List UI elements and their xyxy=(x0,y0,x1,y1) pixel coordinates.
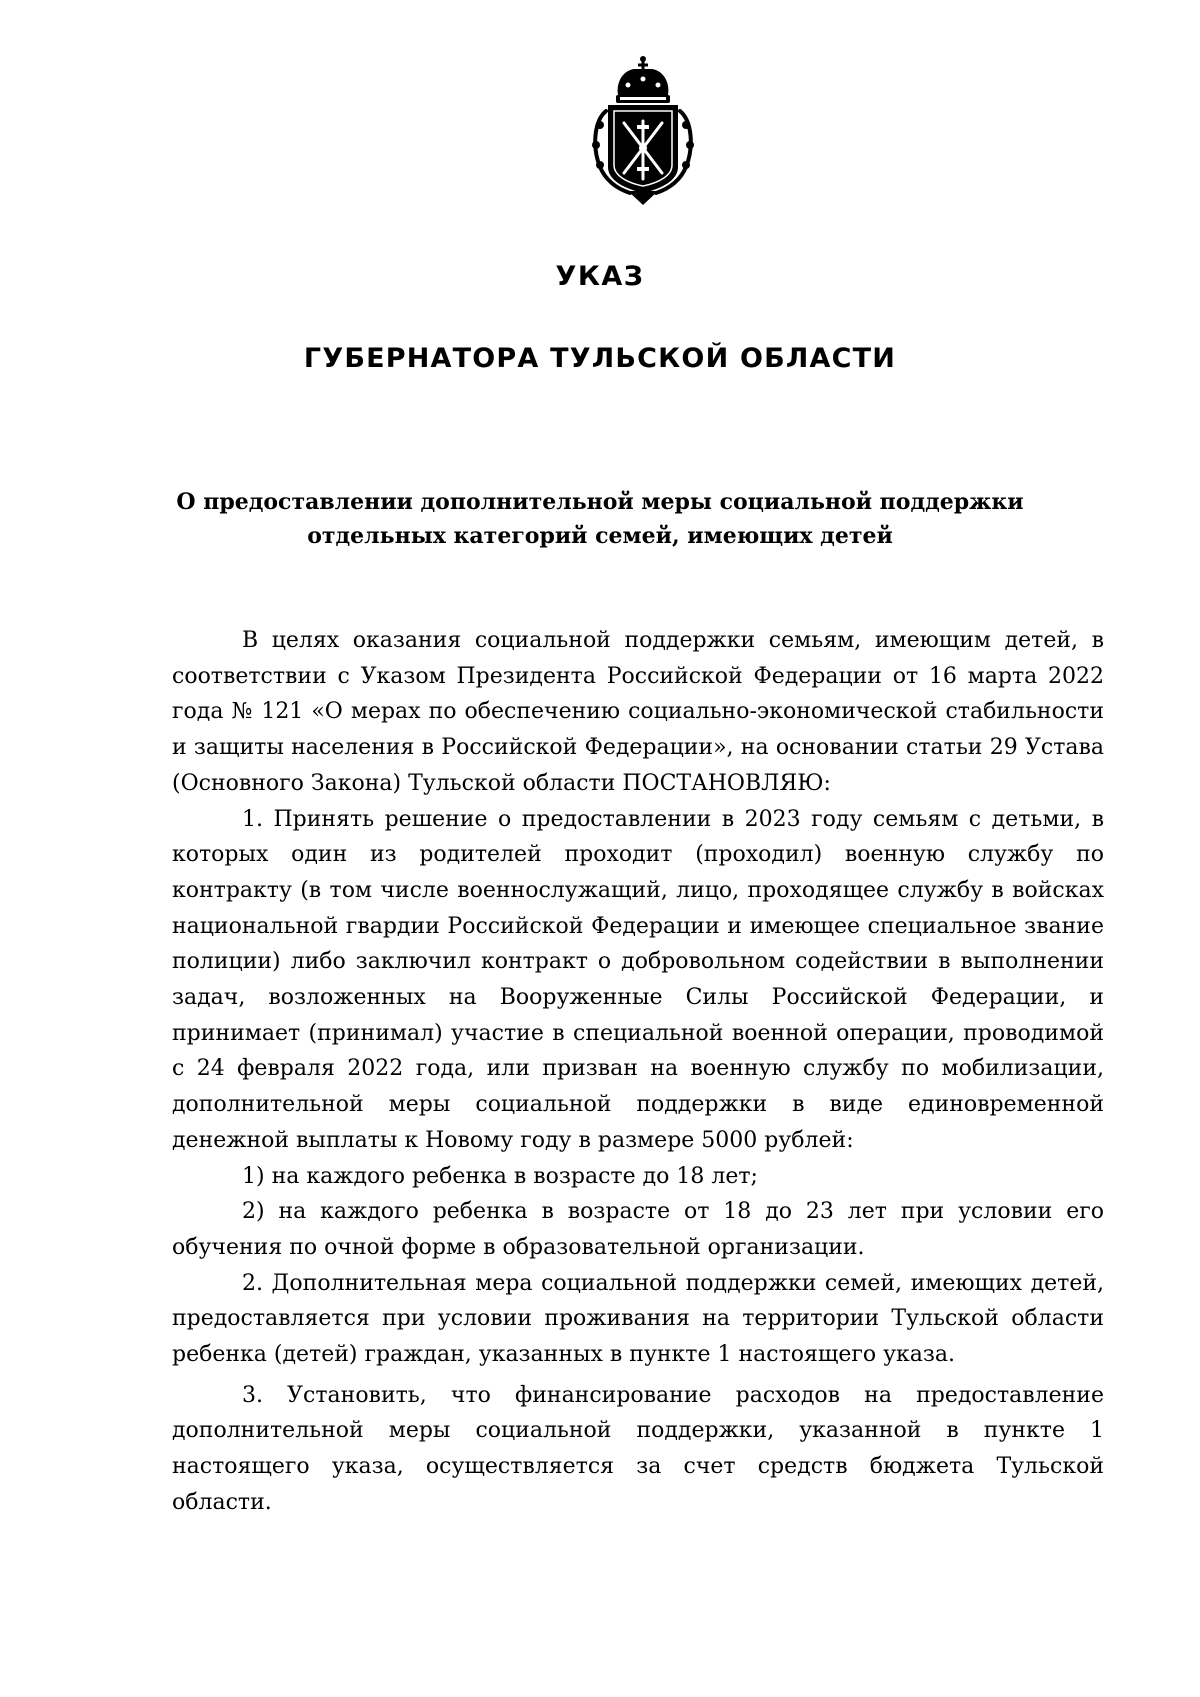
document-title xyxy=(150,485,1050,553)
document-type-heading: УКАЗ xyxy=(555,261,645,292)
clause-1-paragraph: 1. Принять решение о предоставлении в 2023 году семьям с детьми, в которых один из родителей проходит (проходил) военную службу по контракту (в том числе военнослужащий, лицо, проходящее службу в войсках национальной гвардии Российской Федерации и имеющее специальное звание полиции) либо заключил контракт о добровольном содействии в выполнении задач, возложенных на Вооруженные Силы Российской Федерации, и принимает (принимал) участие в специальной военной операции, проводимой с 24 февраля 2022 года, или призван на военную службу по мобилизации, дополнительной меры социальной поддержки в виде единовременной денежной выплаты к Новому году в размере 5000 рублей: xyxy=(172,806,1104,1153)
issuer-heading: ГУБЕРНАТОРА ТУЛЬСКОЙ ОБЛАСТИ xyxy=(303,343,897,374)
preamble-paragraph: В целях оказания социальной поддержки семьям, имеющим детей, в соответствии с Указом Президента Российской Федерации от 16 марта 2022 года № 121 «О мерах по обеспечению социально-экономической стабильности и защиты населения в Российской Федерации», на основании статьи 29 Устава (Основного Закона) Тульской области ПОСТАНОВЛЯЮ: xyxy=(172,628,1104,796)
clause-3-paragraph: 3. Установить, что финансирование расходов на предоставление дополнительной меры социальной поддержки, указанной в пункте 1 настоящего указа, осуществляется за счет средств бюджета Тульской области. xyxy=(172,1382,1104,1515)
document-body xyxy=(172,623,1104,1521)
clause-1-item-2: 2) на каждого ребенка в возрасте от 18 до 23 лет при условии его обучения по очной форме в образовательной организации. xyxy=(172,1199,1104,1260)
coat-of-arms-icon xyxy=(588,55,698,207)
document-title-line: О предоставлении дополнительной меры социальной поддержки xyxy=(176,489,1024,515)
document-title-line: отдельных категорий семей, имеющих детей xyxy=(307,523,893,549)
clause-1-item-1: 1) на каждого ребенка в возрасте до 18 лет; xyxy=(242,1163,758,1189)
clause-2-paragraph: 2. Дополнительная мера социальной поддержки семей, имеющих детей, предоставляется при условии проживания на территории Тульской области ребенка (детей) граждан, указанных в пункте 1 настоящего указа. xyxy=(172,1270,1104,1368)
